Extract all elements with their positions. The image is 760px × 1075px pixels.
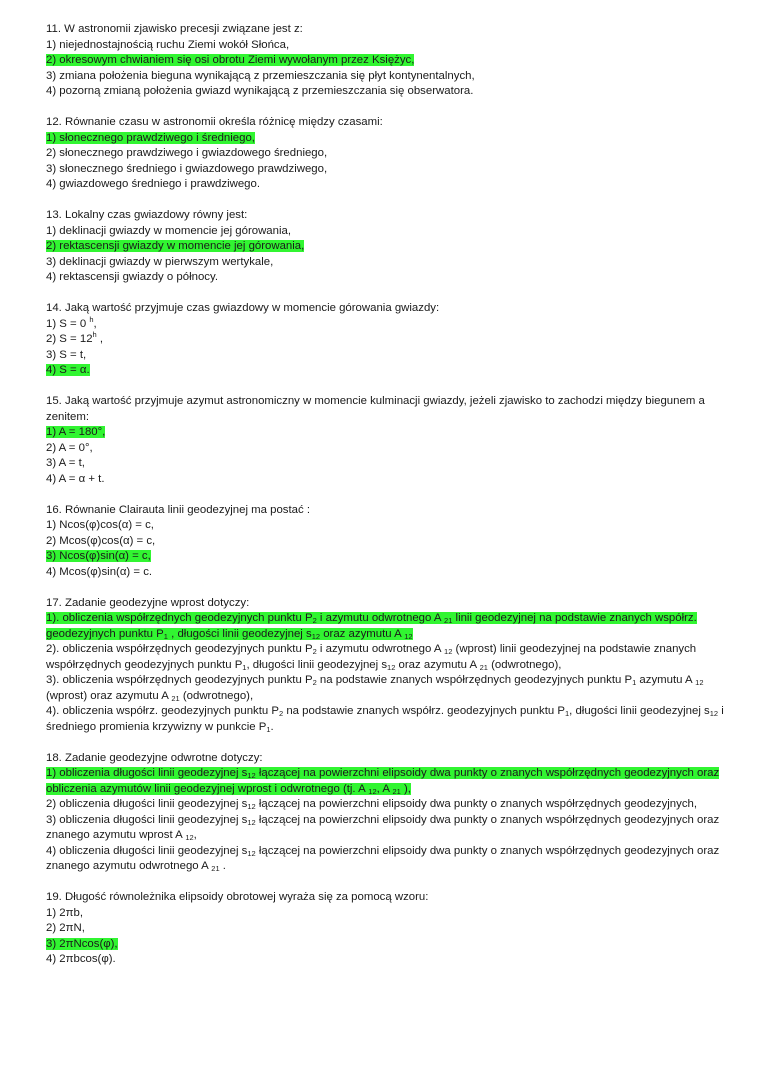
answer-text: 4) pozorną zmianą położenia gwiazd wynikającą z przemieszczania się obserwatora. [46, 85, 474, 97]
answer-text: 4). obliczenia współrz. geodezyjnych punktu $P_2$ na podstawie znanych współrz. geodezyjnych punktu $P_1$, długości linii geodezyjnej $s_{12}$ i średniego promienia krzywizny w punkcie $P_1$. [46, 705, 724, 734]
subscript: 2 [279, 709, 284, 718]
answer-line [46, 38, 736, 54]
answer-text: 1) niejednostajnością ruchu Ziemi wokół Słońca, [46, 38, 290, 51]
correct-answer: 3) Ncos(φ)sin(α) = c, [46, 550, 151, 562]
answer-line [46, 456, 736, 472]
answer-line [46, 906, 736, 922]
correct-answer: 3) 2πNcos(φ), [46, 937, 118, 950]
answer-text: 4) Mcos(φ)sin(α) = c. [46, 565, 153, 578]
answer-text: 4) rektascensji gwiazdy o północy. [46, 271, 218, 283]
answer-text: 2) słonecznego prawdziwego i gwiazdowego średniego, [46, 147, 328, 159]
answer-text: 4) obliczenia długości linii geodezyjnej $s_{12}$ łączącej na powierzchni elipsoidy dwa punkty o znanych współrzędnych geodezyjnych oraz znanego azymutu odwrotnego A $_{21}$ . [46, 844, 720, 873]
subscript: 12 [247, 848, 256, 858]
correct-answer: 1) słonecznego prawdziwego i średniego, [46, 131, 255, 144]
answer-line [46, 441, 736, 457]
answer-line [46, 314, 736, 333]
question-block [46, 301, 736, 379]
question-text: 16. Równanie Clairauta linii geodezyjnej ma postać : [46, 503, 311, 516]
correct-answer: 2) rektascensji gwiazdy w momencie jej górowania, [46, 240, 305, 252]
answer-line [46, 53, 736, 69]
question-text: 12. Równanie czasu w astronomii określa różnicę między czasami: [46, 116, 383, 128]
answer-line [46, 534, 736, 550]
answer-text: 3) obliczenia długości linii geodezyjnej $s_{12}$ łączącej na powierzchni elipsoidy dwa punkty o znanych współrzędnych geodezyjnych oraz znanego azymutu wprost A $_{12}$, [46, 813, 720, 842]
answer-line [46, 348, 736, 364]
answer-text: 2) $S = 12^h$ , [46, 330, 104, 345]
subscript: 2 [312, 678, 317, 687]
question-text: 15. Jaką wartość przyjmuje azymut astronomiczny w momencie kulminacji gwiazdy, jeżeli zjawisko to zachodzi między biegunem a zenitem: [46, 395, 705, 423]
subscript: 1 [163, 631, 168, 641]
question-block [46, 208, 736, 286]
answer-text: 3) S = t, [46, 348, 87, 361]
subscript: 1 [242, 662, 247, 672]
subscript: 2 [312, 616, 317, 625]
answer-text: 1) 2πb, [46, 906, 83, 919]
superscript: h [89, 314, 94, 324]
subscript: 12 [444, 647, 453, 656]
subscript: 1 [564, 709, 570, 718]
answer-text: 2) obliczenia długości linii geodezyjnej $s_{12}$ łączącej na powierzchni elipsoidy dwa punkty o znanych współrzędnych geodezyjnych, [46, 798, 698, 811]
subscript: 21 [171, 693, 180, 703]
correct-answer: 1). obliczenia współrzędnych geodezyjnych punktu $P_2$ i azymutu odwrotnego A $_{21}$ linii geodezyjnej na podstawie znanych współrz. geodezyjnych punktu $P_1$ , długości linii geodezyjnej $s_{12}$ oraz azymutu A $_{12}$ [46, 612, 697, 641]
answer-line [46, 425, 736, 441]
question-block [46, 596, 736, 736]
answer-line [46, 224, 736, 240]
answer-line [46, 921, 736, 937]
answer-text: 2) A = 0°, [46, 441, 93, 454]
subscript: 12 [247, 771, 256, 780]
subscript: 2 [312, 647, 317, 656]
answer-text: 2). obliczenia współrzędnych geodezyjnych punktu $P_2$ i azymutu odwrotnego A $_{12}$ (wprost) linii geodezyjnej na podstawie znanych współrzędnych geodezyjnych punktu $P_1$, długości linii geodezyjnej $s_{12}$ oraz azymutu A $_{21}$ (odwrotnego), [46, 643, 697, 672]
question-text: 14. Jaką wartość przyjmuje czas gwiazdowy w momencie górowania gwiazdy: [46, 302, 440, 314]
answer-line [46, 611, 736, 642]
question-text: 19. Długość równoleżnika elipsoidy obrotowej wyraża się za pomocą wzoru: [46, 891, 429, 903]
question-text: 13. Lokalny czas gwiazdowy równy jest: [46, 209, 248, 221]
answer-line [46, 69, 736, 85]
answer-line [46, 472, 736, 488]
answer-text: 3). obliczenia współrzędnych geodezyjnych punktu $P_2$ na podstawie znanych współrzędnych geodezyjnych punktu $P_1$ azymutu A $_{12}$ (wprost) oraz azymutu A $_{21}$ (odwrotnego), [46, 674, 704, 703]
question-text: 18. Zadanie geodezyjne odwrotne dotyczy: [46, 751, 263, 764]
answer-line [46, 673, 736, 704]
answer-text: 4) 2πbcos(φ). [46, 953, 116, 965]
answer-line [46, 177, 736, 193]
question-block [46, 751, 736, 875]
answer-line [46, 239, 736, 255]
superscript: h [92, 330, 97, 339]
answer-text: 4) A = α + t. [46, 472, 105, 485]
subscript: 12 [311, 631, 321, 641]
answer-line [46, 162, 736, 178]
answer-line [46, 131, 736, 147]
answer-text: 1) deklinacji gwiazdy w momencie jej górowania, [46, 224, 292, 237]
answer-line [46, 844, 736, 875]
subscript: 1 [632, 678, 637, 687]
subscript: 21 [211, 864, 220, 873]
answer-line [46, 766, 736, 797]
question-text: 17. Zadanie geodezyjne wprost dotyczy: [46, 596, 250, 609]
correct-answer: 4) S = α. [46, 364, 90, 376]
answer-line [46, 363, 736, 379]
subscript: 12 [709, 709, 719, 718]
subscript: 12 [368, 786, 377, 796]
answer-line [46, 332, 736, 348]
answer-text: 4) gwiazdowego średniego i prawdziwego. [46, 178, 261, 190]
answer-line [46, 270, 736, 286]
answer-text: 2) Mcos(φ)cos(α) = c, [46, 534, 156, 547]
answer-text: 1) S = 0 $^h$, [46, 314, 97, 330]
subscript: 12 [185, 833, 194, 842]
answer-line [46, 146, 736, 162]
answer-line [46, 255, 736, 271]
question-block [46, 22, 736, 100]
subscript: 12 [247, 802, 256, 811]
answer-text: 3) deklinacji gwiazdy w pierwszym wertykale, [46, 255, 274, 268]
subscript: 12 [695, 678, 704, 687]
question-text: 11. W astronomii zjawisko precesji związane jest z: [46, 23, 303, 35]
question-block [46, 394, 736, 487]
subscript: 21 [444, 616, 453, 625]
answer-line [46, 704, 736, 735]
subscript: 12 [404, 631, 413, 641]
answer-text: 2) 2πN, [46, 922, 85, 934]
answer-line [46, 84, 736, 100]
subscript: 21 [479, 662, 488, 672]
correct-answer: 2) okresowym chwianiem się osi obrotu Ziemi wywołanym przez Księżyc, [46, 54, 415, 66]
question-block [46, 890, 736, 968]
question-block [46, 503, 736, 581]
question-block [46, 115, 736, 193]
answer-line [46, 518, 736, 534]
document-page [46, 22, 736, 983]
answer-text: 3) zmiana położenia bieguna wynikającą z przemieszczania się płyt kontynentalnych, [46, 69, 475, 82]
answer-text: 3) słonecznego średniego i gwiazdowego prawdziwego, [46, 162, 328, 175]
subscript: 1 [266, 724, 271, 734]
subscript: 21 [392, 786, 401, 796]
correct-answer: 1) A = 180°, [46, 426, 106, 438]
answer-line [46, 797, 736, 813]
answer-line [46, 549, 736, 565]
subscript: 12 [247, 817, 256, 827]
subscript: 12 [387, 662, 396, 672]
answer-line [46, 565, 736, 581]
answer-line [46, 937, 736, 953]
answer-line [46, 813, 736, 844]
answer-text: 3) A = t, [46, 457, 85, 469]
answer-line [46, 642, 736, 673]
answer-text: 1) Ncos(φ)cos(α) = c, [46, 519, 154, 531]
correct-answer: 1) obliczenia długości linii geodezyjnej $s_{12}$ łączącej na powierzchni elipsoidy dwa punkty o znanych współrzędnych geodezyjnych oraz obliczenia azymutów linii geodezyjnej wprost i odwrotnego (tj. A $_{12}$, A $_{21}$ ), [46, 767, 720, 796]
answer-line [46, 952, 736, 968]
